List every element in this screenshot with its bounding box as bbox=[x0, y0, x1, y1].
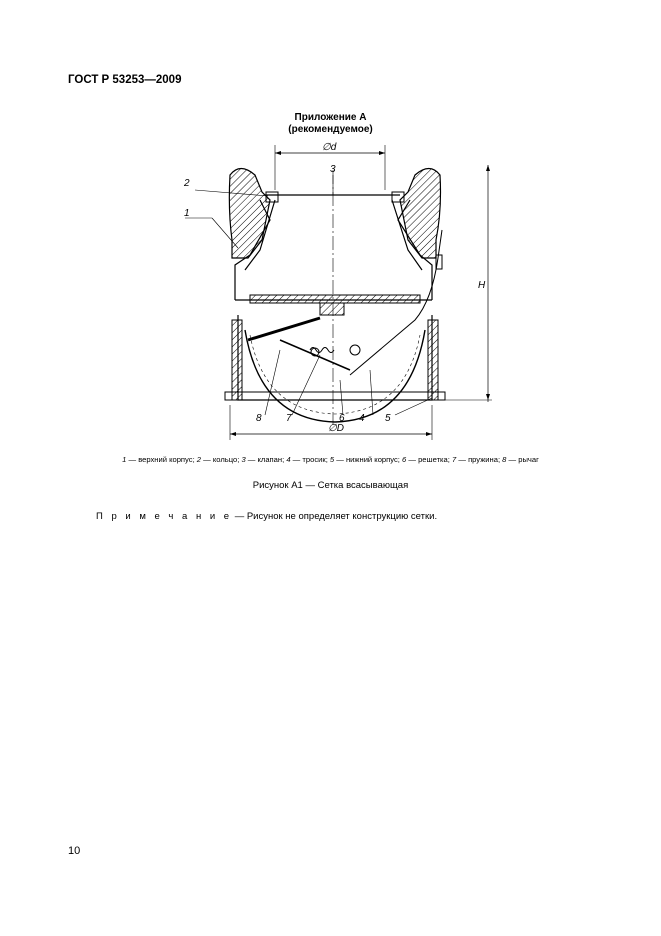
callout-3: 3 bbox=[330, 164, 336, 175]
dim-d-label: ∅d bbox=[322, 142, 337, 153]
dimension-H bbox=[445, 165, 492, 402]
figure-caption: Рисунок А1 — Сетка всасывающая bbox=[252, 480, 409, 491]
appendix-title: Приложение А bbox=[294, 112, 367, 123]
dim-D-label: ∅D bbox=[328, 423, 344, 434]
legend-item: 7 — пружина; bbox=[452, 455, 503, 464]
callout-1: 1 bbox=[184, 208, 190, 219]
legend-item: 2 — кольцо; bbox=[196, 455, 242, 464]
document-header: ГОСТ Р 53253—2009 bbox=[68, 74, 182, 86]
legend-item: 5 — нижний корпус; bbox=[329, 455, 402, 464]
valve-plate bbox=[250, 295, 420, 315]
callout-7: 7 bbox=[286, 413, 292, 424]
lever-and-spring bbox=[248, 318, 360, 370]
left-coupling-lug bbox=[229, 169, 270, 259]
note-text: — Рисунок не определяет конструкцию сетки. bbox=[232, 511, 438, 522]
figure-legend bbox=[0, 455, 661, 464]
legend-item: 8 — рычаг bbox=[502, 455, 539, 464]
legend-item: 1 — верхний корпус; bbox=[122, 455, 197, 464]
page-number: 10 bbox=[68, 845, 81, 857]
appendix-subtitle: (рекомендуемое) bbox=[288, 124, 373, 135]
callout-2: 2 bbox=[184, 178, 190, 189]
callout-8: 8 bbox=[256, 413, 262, 424]
callout-6: 6 bbox=[339, 413, 345, 424]
lower-body bbox=[225, 315, 445, 400]
note-label: П р и м е ч а н и е bbox=[96, 511, 233, 522]
note bbox=[96, 511, 437, 522]
callout-4: 4 bbox=[359, 413, 365, 424]
suction-strainer-drawing bbox=[170, 140, 500, 445]
callout-5: 5 bbox=[385, 413, 391, 424]
legend-item: 6 — решетка; bbox=[402, 455, 452, 464]
dim-H-label: H bbox=[478, 280, 486, 291]
screen-grid bbox=[245, 330, 425, 422]
legend-item: 4 — тросик; bbox=[286, 455, 330, 464]
legend-item: 3 — клапан; bbox=[241, 455, 287, 464]
